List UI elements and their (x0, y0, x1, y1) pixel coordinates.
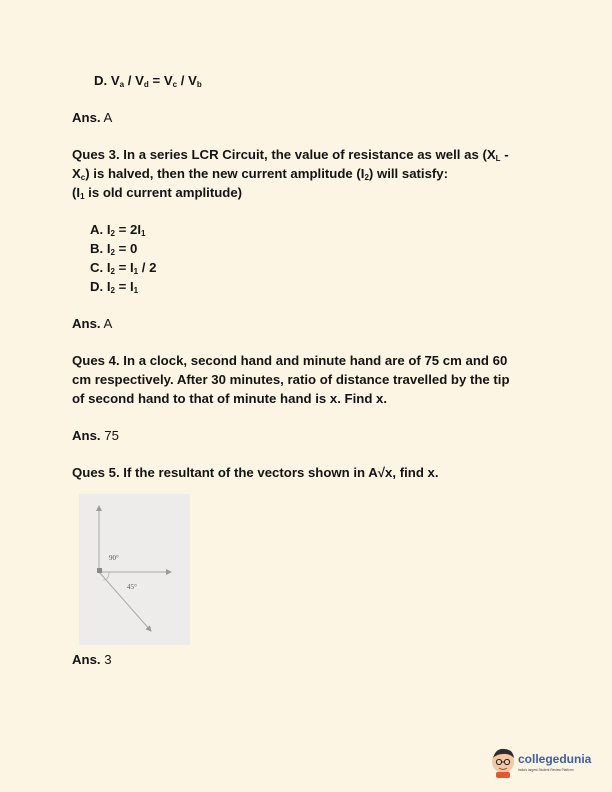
q4-answer: Ans. 75 (72, 428, 119, 443)
angle-arc (103, 572, 109, 580)
q4-question-line-2: cm respectively. After 30 minutes, ratio of distance travelled by the tip (72, 372, 510, 387)
q3-question-line-1: Ques 3. In a series LCR Circuit, the value of resistance as well as ($X_L$ - (72, 147, 509, 163)
angle-label-45: 45° (127, 583, 137, 591)
collegedunia-logo (490, 743, 602, 781)
q3-option-a: A. $I_2 = 2I_1$ (90, 222, 146, 238)
q3-question-line-3: ($I_1$ is old current amplitude) (72, 185, 243, 201)
vector-diagram (79, 494, 190, 645)
q3-answer: Ans. A (72, 316, 113, 331)
q3-option-c: C. $I_2 = I_1 / 2$ (90, 260, 157, 276)
q2-option-d: D. $V_a / V_d = V_c / V_b$ (94, 73, 202, 89)
q3-option-d: D. $I_2 = I_1$ (90, 279, 139, 295)
q5-answer: Ans. 3 (72, 652, 112, 667)
q4-question-line-3: of second hand to that of minute hand is x. Find x. (72, 391, 388, 406)
q2-answer: Ans. A (72, 110, 113, 125)
q3-option-b: B. $I_2 = 0$ (90, 241, 138, 257)
brand-tagline: India's largest Student Review Platform (518, 768, 574, 772)
q3-question-line-2: $X_c$) is halved, then the new current amplitude $(I_2)$ will satisfy: (72, 166, 449, 182)
diagonal-vector (99, 572, 151, 631)
brand-name: collegedunia (518, 752, 592, 766)
mascot-icon (492, 749, 514, 778)
angle-label-90: 90° (109, 554, 119, 562)
right-angle-marker (97, 568, 102, 573)
q4-question-line-1: Ques 4. In a clock, second hand and minute hand are of 75 cm and 60 (72, 353, 508, 368)
q5-question: Ques 5. If the resultant of the vectors shown in A√x, find x. (72, 465, 439, 480)
